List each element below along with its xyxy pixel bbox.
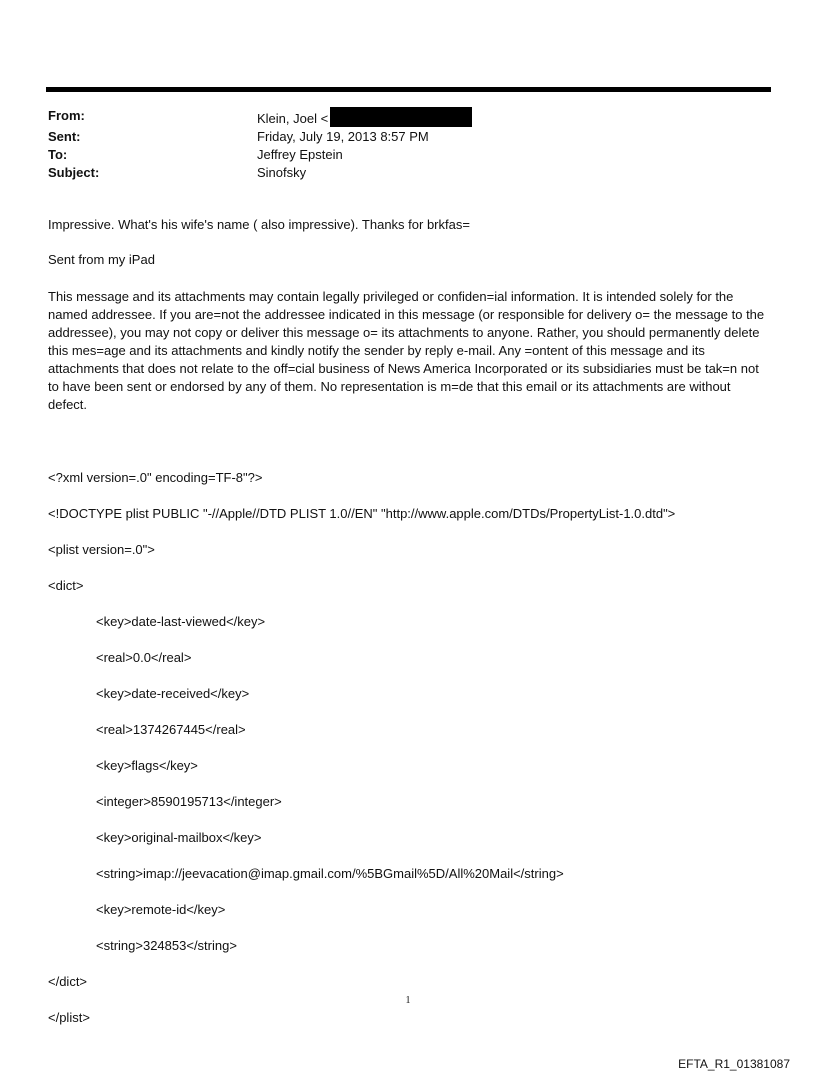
plist-entry: <key>remote-id</key>: [96, 902, 226, 917]
sent-label: Sent:: [48, 129, 81, 144]
from-row: [48, 107, 472, 128]
plist-entry: <real>1374267445</real>: [96, 722, 246, 737]
plist-block: [48, 451, 675, 1045]
subject-value: Sinofsky: [257, 165, 307, 180]
from-value: [257, 107, 472, 128]
to-value: Jeffrey Epstein: [257, 147, 343, 162]
plist-entry: <string>imap://jeevacation@imap.gmail.com/%5BGmail%5D/All%20Mail</string>: [96, 866, 564, 881]
plist-entry: <key>date-last-viewed</key>: [96, 614, 266, 629]
email-header: [48, 107, 472, 182]
plist-entry: <key>original-mailbox</key>: [96, 830, 262, 845]
plist-entry: <key>flags</key>: [96, 758, 198, 773]
to-label: To:: [48, 147, 68, 162]
doctype-line: <!DOCTYPE plist PUBLIC "-//Apple//DTD PLIST 1.0//EN" "http://www.apple.com/DTDs/PropertyList-1.0.dtd">: [48, 506, 676, 521]
dict-open: <dict>: [48, 578, 84, 593]
dict-close: </dict>: [48, 974, 88, 989]
header-rule: [46, 87, 771, 92]
document-id: EFTA_R1_01381087: [678, 1057, 790, 1071]
subject-label: Subject:: [48, 165, 100, 180]
from-label: From:: [48, 108, 85, 123]
sent-value: Friday, July 19, 2013 8:57 PM: [257, 129, 429, 144]
plist-entry: <key>date-received</key>: [96, 686, 250, 701]
sent-row: [48, 128, 472, 146]
redaction-box: [330, 107, 472, 127]
signature-line: Sent from my iPad: [48, 252, 155, 267]
plist-entry: <integer>8590195713</integer>: [96, 794, 282, 809]
plist-entry: <string>324853</string>: [96, 938, 237, 953]
message-line: Impressive. What's his wife's name ( also impressive). Thanks for brkfas=: [48, 217, 470, 232]
plist-open: <plist version=.0">: [48, 542, 155, 557]
from-name: Klein, Joel <: [257, 111, 329, 126]
to-row: [48, 146, 472, 164]
plist-close: </plist>: [48, 1010, 90, 1025]
disclaimer-paragraph: This message and its attachments may contain legally privileged or confiden=ial information. It is intended solely for the named addressee. If you are=not the addressee indicated in this message (or responsible for delivery o= the message to the addressee), you may not copy or deliver this message o= its attachments to anyone. Rather, you should permanently delete this mes=age and its attachments and kindly notify the sender by reply e-mail. Any =ontent of this message and its attachments that does not relate to the off=cial business of News America Incorporated or its subsidiaries must be tak=n not to have been sent or endorsed by any of them. No representation is m=de that this email or its attachments are without defect.: [48, 289, 765, 412]
xml-declaration: <?xml version=.0" encoding=TF-8"?>: [48, 470, 263, 485]
page-number: 1: [405, 995, 411, 1006]
subject-row: [48, 164, 472, 182]
plist-entry: <real>0.0</real>: [96, 650, 192, 665]
